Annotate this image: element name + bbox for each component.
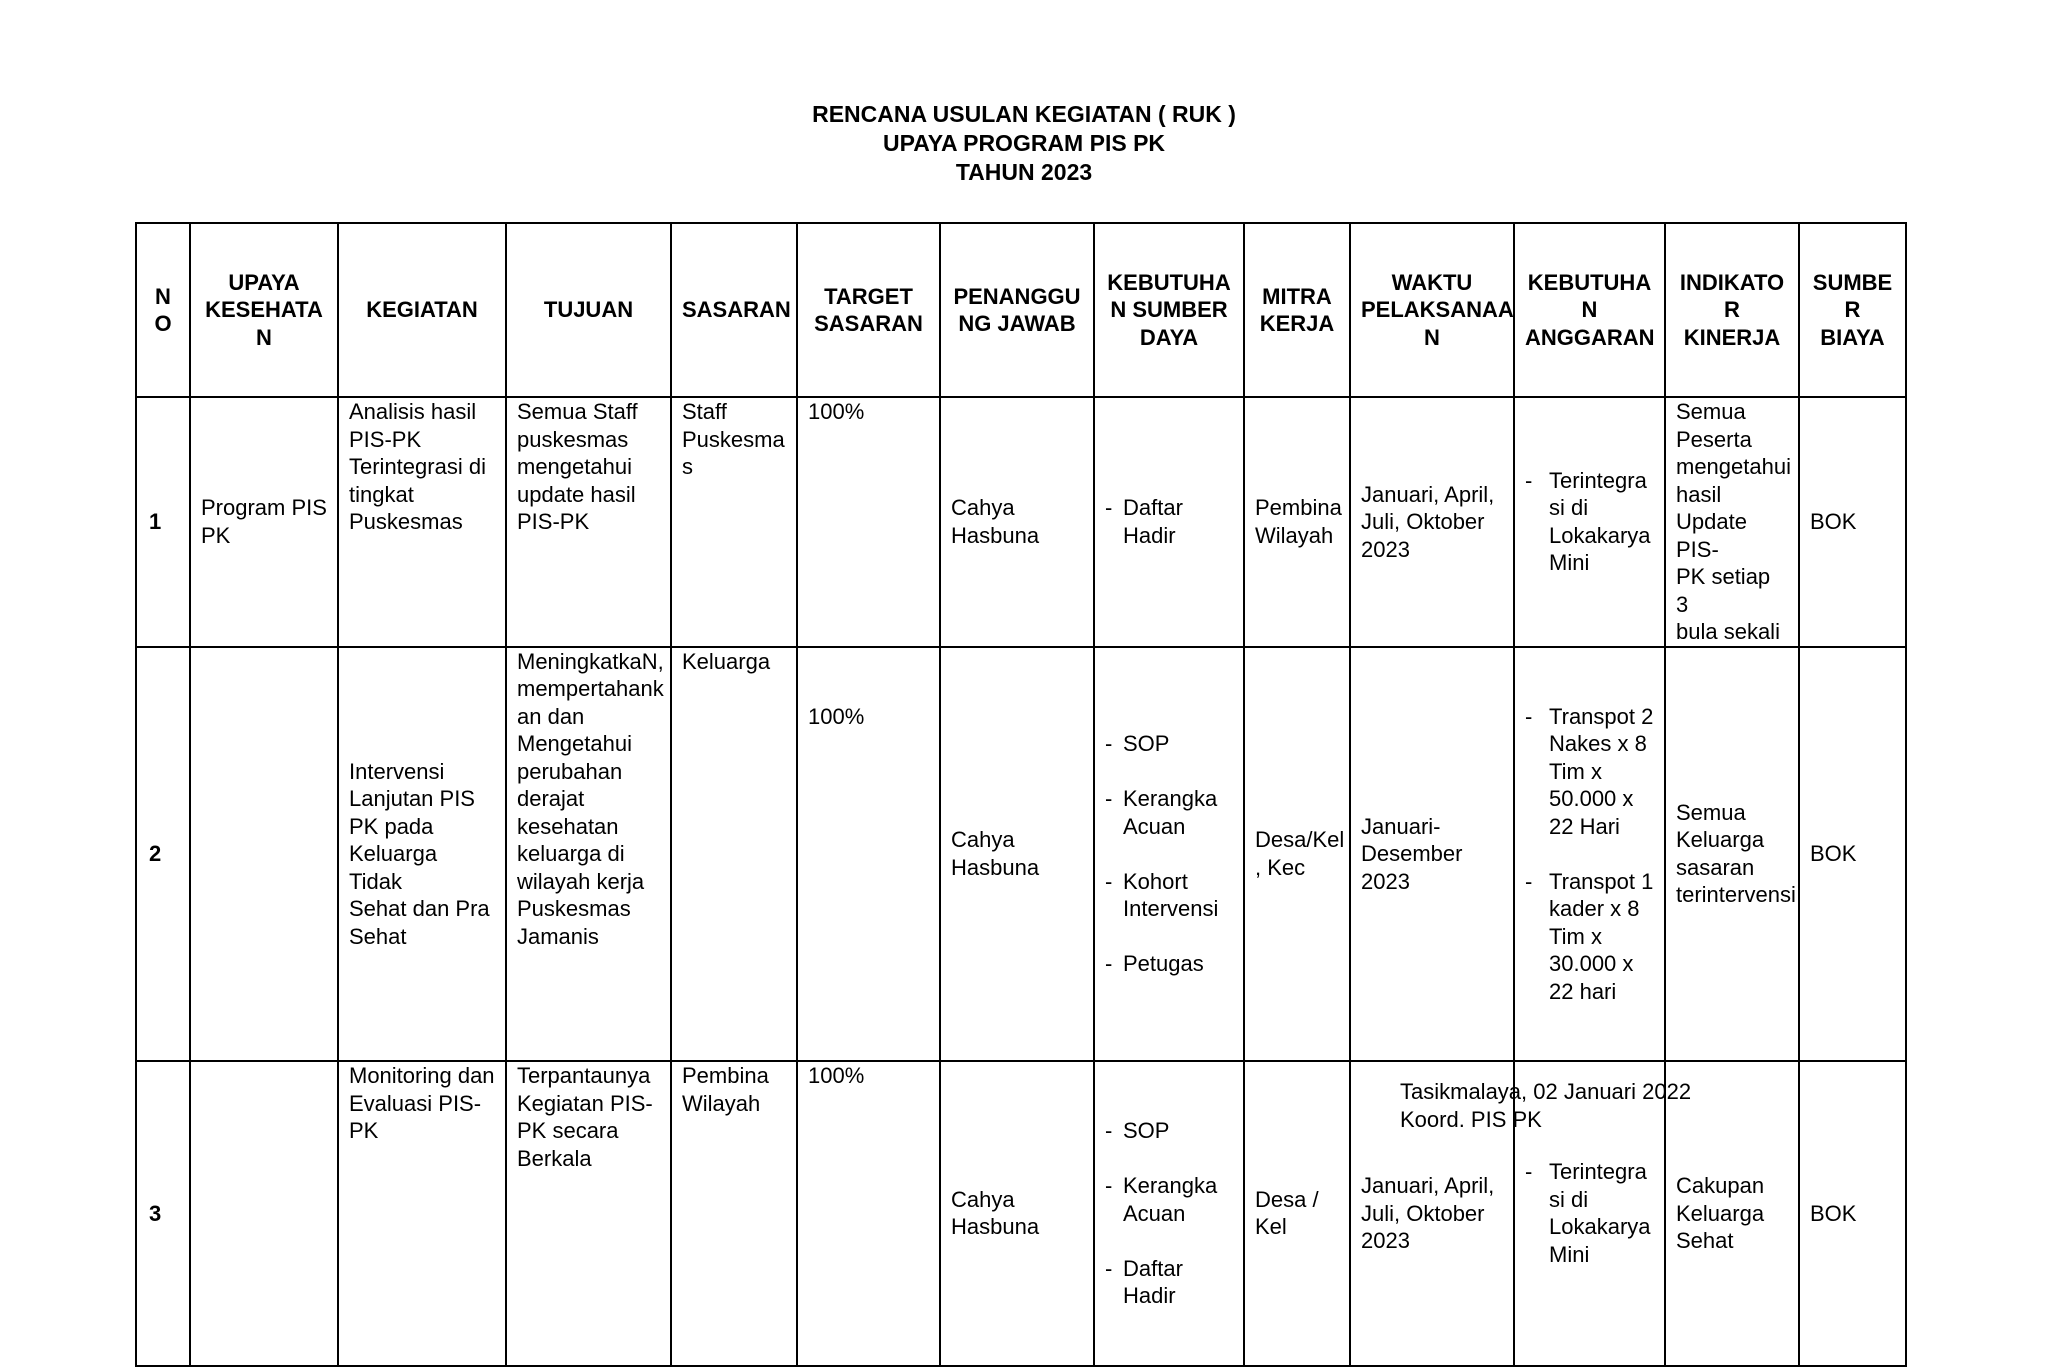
- title-line-1: RENCANA USULAN KEGIATAN ( RUK ): [812, 101, 1236, 127]
- cell-biaya: BOK: [1799, 647, 1906, 1062]
- col-header-kegiatan: KEGIATAN: [338, 223, 506, 397]
- cell-indikator: Semua Peserta mengetahui hasil Update PIS- PK setiap 3 bula sekali: [1665, 397, 1799, 647]
- cell-biaya: BOK: [1799, 397, 1906, 647]
- cell-tujuan: MeningkatkaN, mempertahank an dan Mengetahui perubahan derajat kesehatan keluarga di wilayah kerja Puskesmas Jamanis: [506, 647, 671, 1062]
- list-item: - Kerangka Acuan: [1105, 1172, 1233, 1227]
- list-item: - Kerangka Acuan: [1105, 785, 1233, 840]
- cell-upaya: Program PIS PK: [190, 397, 338, 647]
- cell-tujuan: Semua Staff puskesmas mengetahui update hasil PIS-PK: [506, 397, 671, 647]
- cell-sasaran: Staff Puskesma s: [671, 397, 797, 647]
- table-row: [136, 647, 1906, 1062]
- ruk-table: [135, 222, 1907, 1367]
- cell-anggaran: [1514, 647, 1665, 1062]
- cell-anggaran: [1514, 397, 1665, 647]
- cell-sasaran: Pembina Wilayah: [671, 1061, 797, 1366]
- cell-sumber-daya: [1094, 1061, 1244, 1366]
- cell-penanggung-jawab: Cahya Hasbuna: [940, 397, 1094, 647]
- cell-penanggung-jawab: Cahya Hasbuna: [940, 647, 1094, 1062]
- col-header-indikator: INDIKATO R KINERJA: [1665, 223, 1799, 397]
- cell-mitra: Pembina Wilayah: [1244, 397, 1350, 647]
- cell-waktu: Januari, April, Juli, Oktober 2023: [1350, 1061, 1514, 1366]
- col-header-waktu: WAKTU PELAKSANAA N: [1350, 223, 1514, 397]
- cell-waktu: Januari- Desember 2023: [1350, 647, 1514, 1062]
- cell-kegiatan: Intervensi Lanjutan PIS PK pada Keluarga Tidak Sehat dan Pra Sehat: [338, 647, 506, 1062]
- list-item: - Transpot 2 Nakes x 8 Tim x 50.000 x 22 Hari: [1525, 703, 1654, 841]
- cell-target: 100%: [797, 397, 940, 647]
- cell-no: 2: [136, 647, 190, 1062]
- signature-place-date: Tasikmalaya, 02 Januari 2022: [1400, 1079, 1692, 1104]
- table-row: [136, 397, 1906, 647]
- cell-waktu: Januari, April, Juli, Oktober 2023: [1350, 397, 1514, 647]
- col-header-biaya: SUMBE R BIAYA: [1799, 223, 1906, 397]
- list-item: - Daftar Hadir: [1105, 494, 1233, 549]
- table-header-row: [136, 223, 1906, 397]
- col-header-sumber-daya: KEBUTUHA N SUMBER DAYA: [1094, 223, 1244, 397]
- cell-penanggung-jawab: Cahya Hasbuna: [940, 1061, 1094, 1366]
- cell-upaya: [190, 1061, 338, 1366]
- cell-indikator: Cakupan Keluarga Sehat: [1665, 1061, 1799, 1366]
- cell-mitra: Desa / Kel: [1244, 1061, 1350, 1366]
- list-item: - SOP: [1105, 730, 1233, 758]
- list-item: - Terintegra si di Lokakarya Mini: [1525, 1158, 1654, 1268]
- list-item: - Daftar Hadir: [1105, 1255, 1233, 1310]
- title-line-3: TAHUN 2023: [955, 159, 1093, 185]
- cell-kegiatan: Analisis hasil PIS-PK Terintegrasi di tingkat Puskesmas: [338, 397, 506, 647]
- list-item: - Kohort Intervensi: [1105, 868, 1233, 923]
- col-header-no: N O: [136, 223, 190, 397]
- list-item: - Petugas: [1105, 950, 1233, 978]
- signature-role: Koord. PIS PK: [1400, 1107, 1542, 1132]
- cell-no: 1: [136, 397, 190, 647]
- col-header-upaya: UPAYA KESEHATA N: [190, 223, 338, 397]
- cell-upaya: [190, 647, 338, 1062]
- col-header-penanggung-jawab: PENANGGU NG JAWAB: [940, 223, 1094, 397]
- col-header-mitra: MITRA KERJA: [1244, 223, 1350, 397]
- cell-kegiatan: Monitoring dan Evaluasi PIS- PK: [338, 1061, 506, 1366]
- cell-tujuan: Terpantaunya Kegiatan PIS- PK secara Berkala: [506, 1061, 671, 1366]
- cell-no: 3: [136, 1061, 190, 1366]
- col-header-tujuan: TUJUAN: [506, 223, 671, 397]
- list-item: - SOP: [1105, 1117, 1233, 1145]
- cell-sasaran: Keluarga: [671, 647, 797, 1062]
- list-item: - Transpot 1 kader x 8 Tim x 30.000 x 22 hari: [1525, 868, 1654, 1006]
- cell-indikator: Semua Keluarga sasaran terintervensi: [1665, 647, 1799, 1062]
- cell-sumber-daya: [1094, 647, 1244, 1062]
- cell-mitra: Desa/Kel , Kec: [1244, 647, 1350, 1062]
- cell-sumber-daya: [1094, 397, 1244, 647]
- col-header-target: TARGET SASARAN: [797, 223, 940, 397]
- list-item: - Terintegra si di Lokakarya Mini: [1525, 467, 1654, 577]
- col-header-anggaran: KEBUTUHA N ANGGARAN: [1514, 223, 1665, 397]
- document-title: [0, 100, 2048, 187]
- cell-target: 100%: [797, 1061, 940, 1366]
- cell-target: 100%: [797, 647, 940, 1062]
- col-header-sasaran: SASARAN: [671, 223, 797, 397]
- signature-block: [1400, 1078, 1691, 1134]
- title-line-2: UPAYA PROGRAM PIS PK: [882, 130, 1166, 156]
- cell-biaya: BOK: [1799, 1061, 1906, 1366]
